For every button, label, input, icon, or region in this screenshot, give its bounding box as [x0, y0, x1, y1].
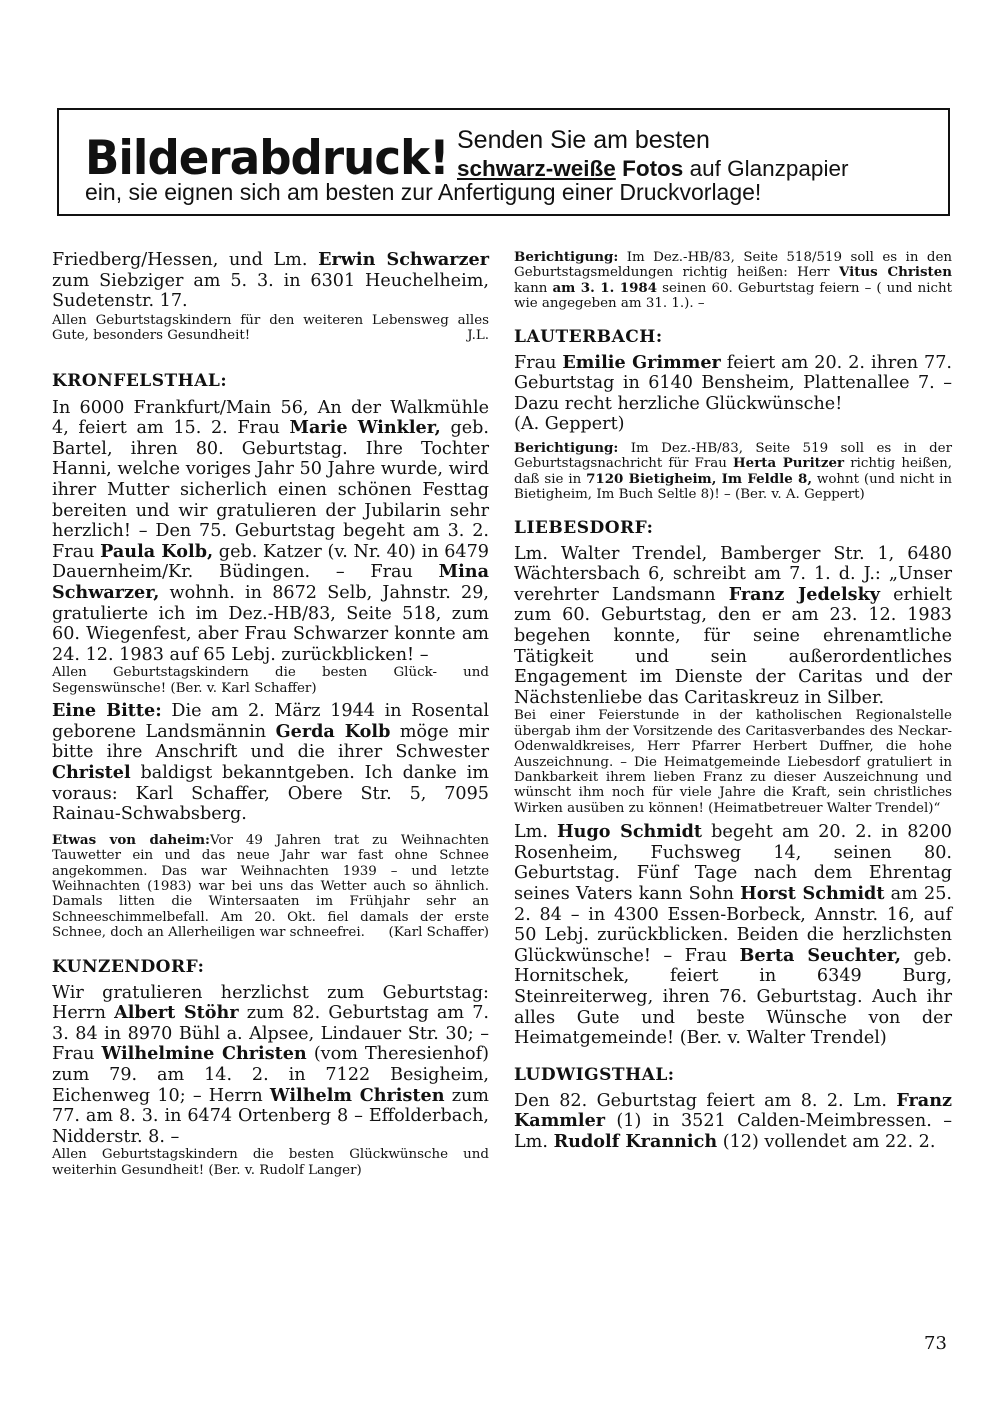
request-paragraph: Eine Bitte: Die am 2. März 1944 in Rosental geborene Landsmännin Gerda Kolb möge mir bitte ihre Anschrift und die ihrer Schwester Christel baldigst bekanntgeben. Ich danke im voraus: Karl Schaffer, Obere Str. 5, 7095 Rainau-Schwabsberg. [52, 700, 490, 825]
banner-bw-text: schwarz-weiße [457, 156, 616, 181]
section-heading-ludwigsthal: LUDWIGSTHAL: [514, 1064, 675, 1085]
home-news-paragraph: Etwas von daheim:Vor 49 Jahren trat zu Weihnachten Tauwetter ein und das neue Jahr war fast ohne Schnee angekommen. Das war Weihnachten 1939 – und letzte Weihnachten (1983) war bei uns das Wetter auch so ähnlich. Damals litten die Wintersaaten im Frühjahr sehr an Schneeschimmelbefall. Am 20. Okt. fiel damals der erste Schnee, doch an Allerheiligen war schneefrei. (Karl Schaffer) [52, 831, 490, 941]
banner-glanzpapier-text: auf Glanzpapier [689, 156, 849, 181]
section-heading-kronfelsthal: KRONFELSTHAL: [52, 370, 228, 391]
correction-2: Berichtigung: Im Dez.-HB/83, Seite 519 soll es in der Geburtstagsnachricht für Frau Herta Puritzer richtig heißen, daß sie in 7120 Bietigheim, Im Feldle 8, wohnt (und nicht in Bietigheim, Im Buch Seltle 8)! – (Ber. v. A. Geppert) [514, 440, 953, 503]
lauterbach-signature-line [514, 414, 952, 435]
kunzendorf-wishes: Allen Geburtstagskindern die besten Glückwünsche und weiterhin Gesundheit! (Ber. v. Rudolf Langer) [52, 1147, 489, 1178]
lauterbach-paragraph: Frau Emilie Grimmer feiert am 20. 2. ihren 77. Geburtstag in 6140 Bensheim, Plattenallee 7. – Dazu recht herzliche Glückwünsche! [514, 351, 953, 414]
kronfelsthal-wishes: Allen Geburtstagskindern die besten Glück- und Segenswünsche! (Ber. v. Karl Schaffer) [52, 665, 489, 696]
schmidt-paragraph: Lm. Hugo Schmidt begeht am 20. 2. in 8200 Rosenheim, Fuchsweg 14, seinen 80. Geburtstag. Fünf Tage nach dem Ehrentag seines Vaters kann Sohn Horst Schmidt am 25. 2. 84 – in 4300 Essen-Borbeck, Annstr. 16, auf 50 Lebj. zurückblicken. Beiden die herzlichsten Glückwünsche! – Frau Berta Seuchter, geb. Hornitschek, feiert in 6349 Burg, Steinreiterweg, ihren 76. Geburtstag. Auch ihr alles Gute und beste Wünsche von der Heimatgemeinde! (Ber. v. Walter Trendel) [514, 821, 952, 1049]
liebesdorf-ceremony: Bei einer Feierstunde in der katholischen Regionalstelle übergab ihm der Vorsitzende des Caritasverbandes des Neckar-Odenwaldkreises, Herr Pfarrer Herbert Duffner, die hohe Auszeichnung. – Die Heimatgemeinde Liebesdorf gratuliert in Dankbarkeit ihrem lieben Franz zu dieser Auszeichnung und wünscht ihm noch für viele Jahre die Kraft, sein christliches Wirken ausüben zu können! (Heimatbetreuer Walter Trendel)“ [514, 708, 952, 816]
correction-1: Berichtigung: Im Dez.-HB/83, Seite 518/519 soll es in den Geburtstagsmeldungen richtig heißen: Herr Vitus Christen kann am 3. 1. 1984 seinen 60. Geburtstag feiern – ( und nicht wie angegeben am 31. 1.). – [514, 249, 953, 312]
banner-line-3: ein, sie eignen sich am besten zur Anfertigung einer Druckvorlage! [85, 179, 762, 205]
section-heading-liebesdorf: LIEBESDORF: [514, 517, 654, 538]
banner-fotos-text: Fotos [622, 156, 684, 181]
section-heading-kunzendorf: KUNZENDORF: [52, 956, 205, 977]
kunzendorf-paragraph: Wir gratulieren herzlichst zum Geburtstag: Herrn Albert Stöhr zum 82. Geburtstag am 7. 3. 84 in 8970 Bühl a. Alpsee, Lindauer Str. 30; – Frau Wilhelmine Christen (vom Theresienhof) zum 79. am 14. 2. in 7122 Besigheim, Eichenweg 10; – Herrn Wilhelm Christen zum 77. am 8. 3. in 6474 Ortenberg 8 – Effolderbach, Nidderstr. 8. – [52, 982, 489, 1147]
section-heading-lauterbach: LAUTERBACH: [514, 326, 663, 347]
left-column [52, 250, 489, 1178]
signature: J.L. [467, 328, 489, 344]
banner-line-1: Senden Sie am besten [457, 126, 710, 154]
signature: (Karl Schaffer) [388, 925, 489, 941]
signature: (A. Geppert) [514, 414, 625, 435]
liebesdorf-paragraph: Lm. Walter Trendel, Bamberger Str. 1, 6480 Wächtersbach 6, schreibt am 7. 1. d. J.: „Unser verehrter Landsmann Franz Jedelsky erhielt zum 60. Geburtstag, den er am 23. 12. 1983 begehen konnte, für seine ehrenamtliche Tätigkeit und sein außerordentliches Engagement im Dienste der Caritas und der Nächstenliebe das Caritaskreuz in Silber. [514, 543, 953, 708]
photo-notice-banner [57, 108, 950, 216]
page-number: 73 [924, 1333, 947, 1354]
right-column [514, 250, 952, 1153]
ludwigsthal-paragraph: Den 82. Geburtstag feiert am 8. 2. Lm. Franz Kammler (1) in 3521 Calden-Meimbressen. – Lm. Rudolf Krannich (12) vollendet am 22. 2. [514, 1089, 952, 1152]
intro-paragraph: Friedberg/Hessen, und Lm. Erwin Schwarzer zum Siebziger am 5. 3. in 6301 Heuchelheim, Sudetenstr. 17. [52, 249, 489, 312]
intro-wishes: Allen Geburtstagskindern für den weiteren Lebensweg alles Gute, besonders Gesundheit! J.L. [52, 312, 489, 344]
banner-title: Bilderabdruck! [85, 131, 449, 186]
kronfelsthal-paragraph: In 6000 Frankfurt/Main 56, An der Walkmühle 4, feiert am 15. 2. Frau Marie Winkler, geb. Bartel, ihren 80. Geburtstag. Ihre Tochter Hanni, welche voriges Jahr 50 Jahre wurde, wird ihrer Mutter sicherlich einen schönen Festtag bereiten und wir gratulieren der Jubilarin sehr herzlich! – Den 75. Geburtstag begeht am 3. 2. Frau Paula Kolb, geb. Katzer (v. Nr. 40) in 6479 Dauernheim/Kr. Büdingen. – Frau Mina Schwarzer, wohnh. in 8672 Selb, Jahnstr. 29, gratulierte ich im Dez.-HB/83, Seite 518, zum 60. Wiegenfest, aber Frau Schwarzer konnte am 24. 12. 1983 auf 65 Lebj. zurückblicken! – [52, 397, 489, 665]
